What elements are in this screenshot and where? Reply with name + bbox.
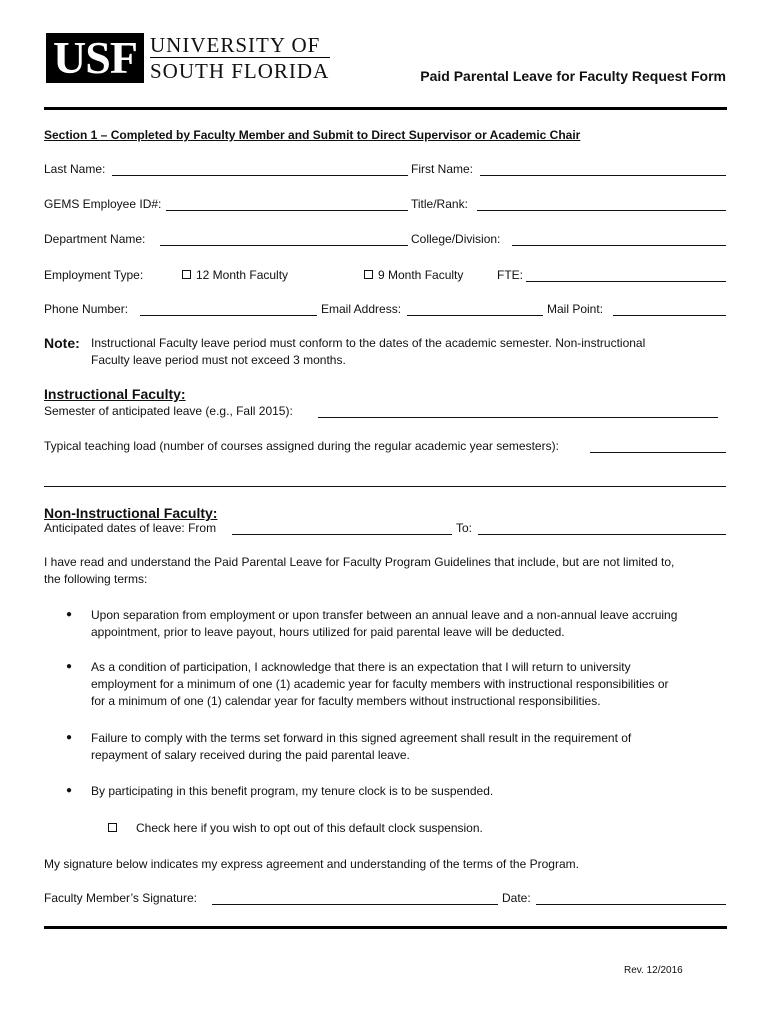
terms-intro-line2: the following terms: xyxy=(44,572,148,586)
department-label: Department Name: xyxy=(44,232,146,246)
gems-id-field[interactable] xyxy=(166,210,408,211)
term3-line2: repayment of salary received during the paid parental leave. xyxy=(91,748,410,762)
college-label: College/Division: xyxy=(411,232,501,246)
first-name-label: First Name: xyxy=(411,162,474,176)
gems-id-label: GEMS Employee ID#: xyxy=(44,197,162,211)
date-field[interactable] xyxy=(536,904,726,905)
usf-logo-rule xyxy=(150,57,330,58)
employment-type-label: Employment Type: xyxy=(44,268,144,282)
title-rank-label: Title/Rank: xyxy=(411,197,468,211)
college-field[interactable] xyxy=(512,245,726,246)
leave-from-field[interactable] xyxy=(232,534,452,535)
footer-divider xyxy=(44,926,727,929)
note-label: Note: xyxy=(44,335,80,351)
bullet-dot-4-icon: ● xyxy=(66,785,73,796)
mail-point-field[interactable] xyxy=(613,315,726,316)
term4-line1: By participating in this benefit program, my tenure clock is to be suspended. xyxy=(91,784,494,798)
term3-line1: Failure to comply with the terms set forward in this signed agreement shall result in the requirement of xyxy=(91,731,632,745)
term2-line3: for a minimum of one (1) calendar year for faculty members without instructional responsibilities. xyxy=(91,694,601,708)
usf-logo-line1: UNIVERSITY OF xyxy=(150,33,321,57)
opt-out-label: Check here if you wish to opt out of this default clock suspension. xyxy=(136,821,483,835)
teaching-load-field[interactable] xyxy=(590,452,726,453)
date-label: Date: xyxy=(502,891,531,905)
bullet-dot-3-icon: ● xyxy=(66,732,73,743)
option-12-month[interactable] xyxy=(182,268,288,282)
option-9-month-label: 9 Month Faculty xyxy=(378,268,464,282)
term2-line2: employment for a minimum of one (1) academic year for faculty members with instructional responsibilities or xyxy=(91,677,669,691)
note-line1: Instructional Faculty leave period must conform to the dates of the academic semester. Non-instructional xyxy=(91,336,646,350)
leave-to-label: To: xyxy=(456,521,473,535)
title-rank-field[interactable] xyxy=(477,210,726,211)
fte-field[interactable] xyxy=(526,281,726,282)
term1-line1: Upon separation from employment or upon transfer between an annual leave and a non-annual leave accruing xyxy=(91,608,678,622)
instructional-heading: Instructional Faculty: xyxy=(44,386,186,402)
section1-heading: Section 1 – Completed by Faculty Member and Submit to Direct Supervisor or Academic Chair xyxy=(44,128,581,142)
leave-to-field[interactable] xyxy=(478,534,726,535)
teaching-load-field-extra[interactable] xyxy=(44,486,726,487)
signature-label: Faculty Member’s Signature: xyxy=(44,891,197,905)
terms-intro-line1: I have read and understand the Paid Parental Leave for Faculty Program Guidelines that include, but are not limited to, xyxy=(44,555,675,569)
checkbox-9-month-icon[interactable] xyxy=(364,270,373,279)
semester-field[interactable] xyxy=(318,417,718,418)
revision-label: Rev. 12/2016 xyxy=(624,965,683,976)
non-instructional-heading: Non-Instructional Faculty: xyxy=(44,505,218,521)
teaching-load-label: Typical teaching load (number of courses assigned during the regular academic year semesters): xyxy=(44,439,559,453)
option-9-month[interactable] xyxy=(364,268,463,282)
bullet-dot-2-icon: ● xyxy=(66,661,73,672)
option-12-month-label: 12 Month Faculty xyxy=(196,268,289,282)
usf-logo-abbr: USF xyxy=(53,32,137,83)
header-divider xyxy=(44,107,727,110)
agreement-statement: My signature below indicates my express agreement and understanding of the terms of the Program. xyxy=(44,857,579,871)
email-label: Email Address: xyxy=(321,302,402,316)
last-name-field[interactable] xyxy=(112,175,408,176)
opt-out-checkbox-row[interactable] xyxy=(108,821,483,835)
phone-label: Phone Number: xyxy=(44,302,129,316)
leave-from-label: Anticipated dates of leave: From xyxy=(44,521,217,535)
phone-field[interactable] xyxy=(140,315,317,316)
department-field[interactable] xyxy=(160,245,408,246)
term2-line1: As a condition of participation, I acknowledge that there is an expectation that I will return to university xyxy=(91,660,631,674)
checkbox-12-month-icon[interactable] xyxy=(182,270,191,279)
opt-out-checkbox-icon[interactable] xyxy=(108,823,117,832)
last-name-label: Last Name: xyxy=(44,162,106,176)
first-name-field[interactable] xyxy=(480,175,726,176)
usf-logo-line2: SOUTH FLORIDA xyxy=(150,59,330,83)
fte-label: FTE: xyxy=(497,268,523,282)
bullet-dot-1-icon: ● xyxy=(66,609,73,620)
term1-line2: appointment, prior to leave payout, hours utilized for paid parental leave will be deducted. xyxy=(91,625,565,639)
form-title: Paid Parental Leave for Faculty Request Form xyxy=(420,68,726,84)
semester-label: Semester of anticipated leave (e.g., Fall 2015): xyxy=(44,404,293,418)
email-field[interactable] xyxy=(407,315,543,316)
mail-point-label: Mail Point: xyxy=(547,302,604,316)
note-line2: Faculty leave period must not exceed 3 months. xyxy=(91,353,346,367)
signature-field[interactable] xyxy=(212,904,498,905)
